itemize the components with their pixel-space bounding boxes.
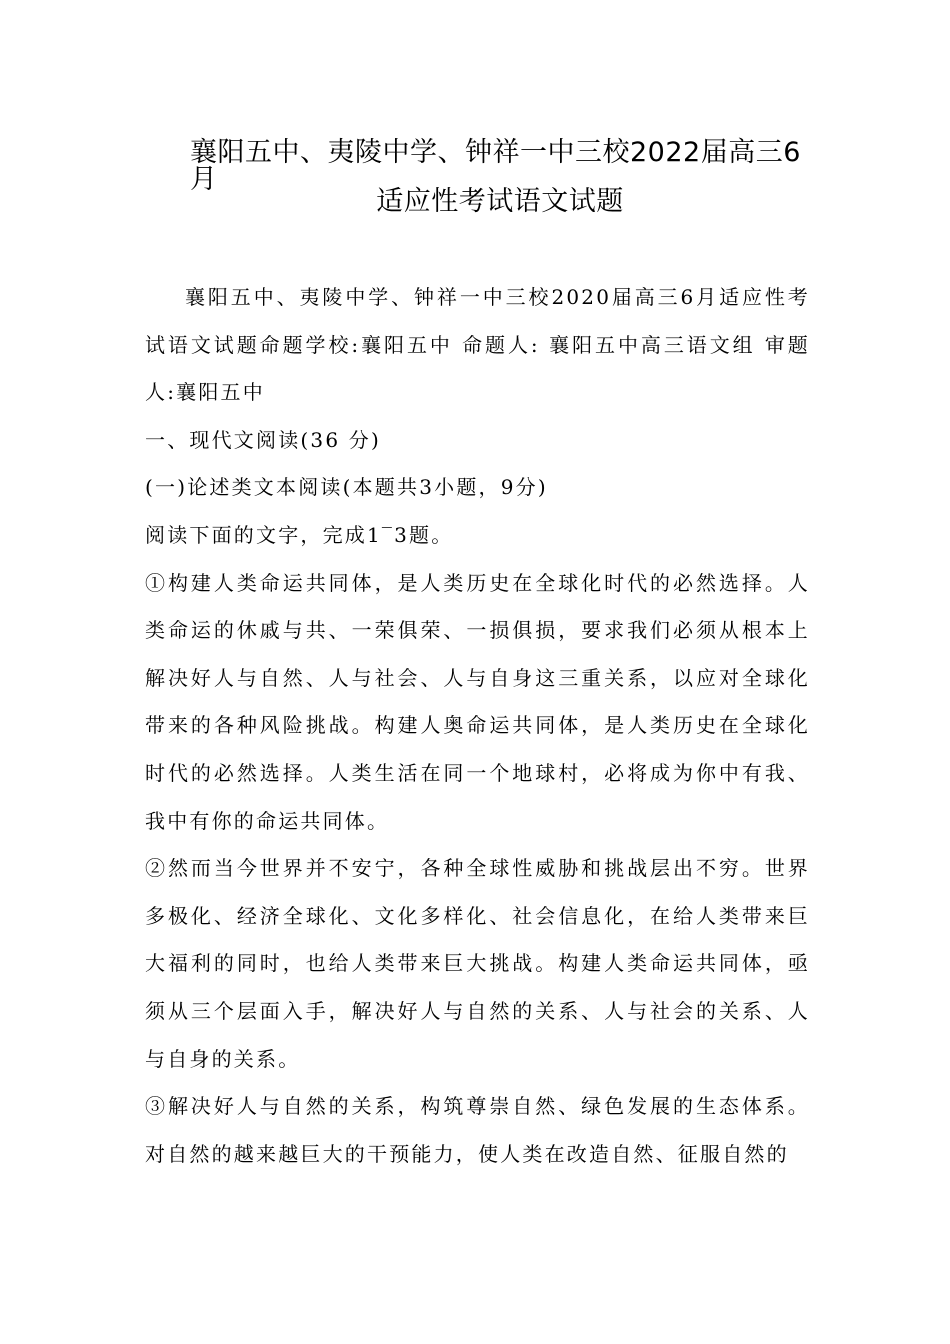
paragraph-3: ③解决好人与自然的关系，构筑尊崇自然、绿色发展的生态体系。对自然的越来越巨大的干预能力，使人类在改造自然、征服自然的 [145, 1094, 810, 1166]
intro-paragraph: 襄阳五中、夷陵中学、钟祥一中三校2020届高三6月适应性考试语文试题命题学校:襄阳五中 命题人: 襄阳五中高三语文组 审题人:襄阳五中 [145, 285, 810, 405]
reading-instruction: 阅读下面的文字，完成1‾3题。 [145, 522, 454, 547]
document-body [145, 274, 810, 1178]
subsection-heading: (一)论述类文本阅读(本题共3小题，9分) [145, 475, 548, 500]
document-title-line-2: 适应性考试语文试题 [376, 186, 624, 217]
document-title-line-1: 襄阳五中、夷陵中学、钟祥一中三校2022届高三6月 [190, 137, 801, 195]
section-heading: 一、现代文阅读(36 分) [145, 427, 382, 452]
paragraph-2: ②然而当今世界并不安宁，各种全球性威胁和挑战层出不穷。世界多极化、经济全球化、文化多样化、社会信息化，在给人类带来巨大福利的同时，也给人类带来巨大挑战。构建人类命运共同体，亟须从三个层面入手，解决好人与自然的关系、人与社会的关系、人与自身的关系。 [145, 856, 810, 1071]
paragraph-1: ①构建人类命运共同体，是人类历史在全球化时代的必然选择。人类命运的休戚与共、一荣俱荣、一损俱损，要求我们必须从根本上解决好人与自然、人与社会、人与自身这三重关系，以应对全球化带来的各种风险挑战。构建人奥命运共同体，是人类历史在全球化时代的必然选择。人类生活在同一个地球村，必将成为你中有我、我中有你的命运共同体。 [145, 570, 810, 833]
